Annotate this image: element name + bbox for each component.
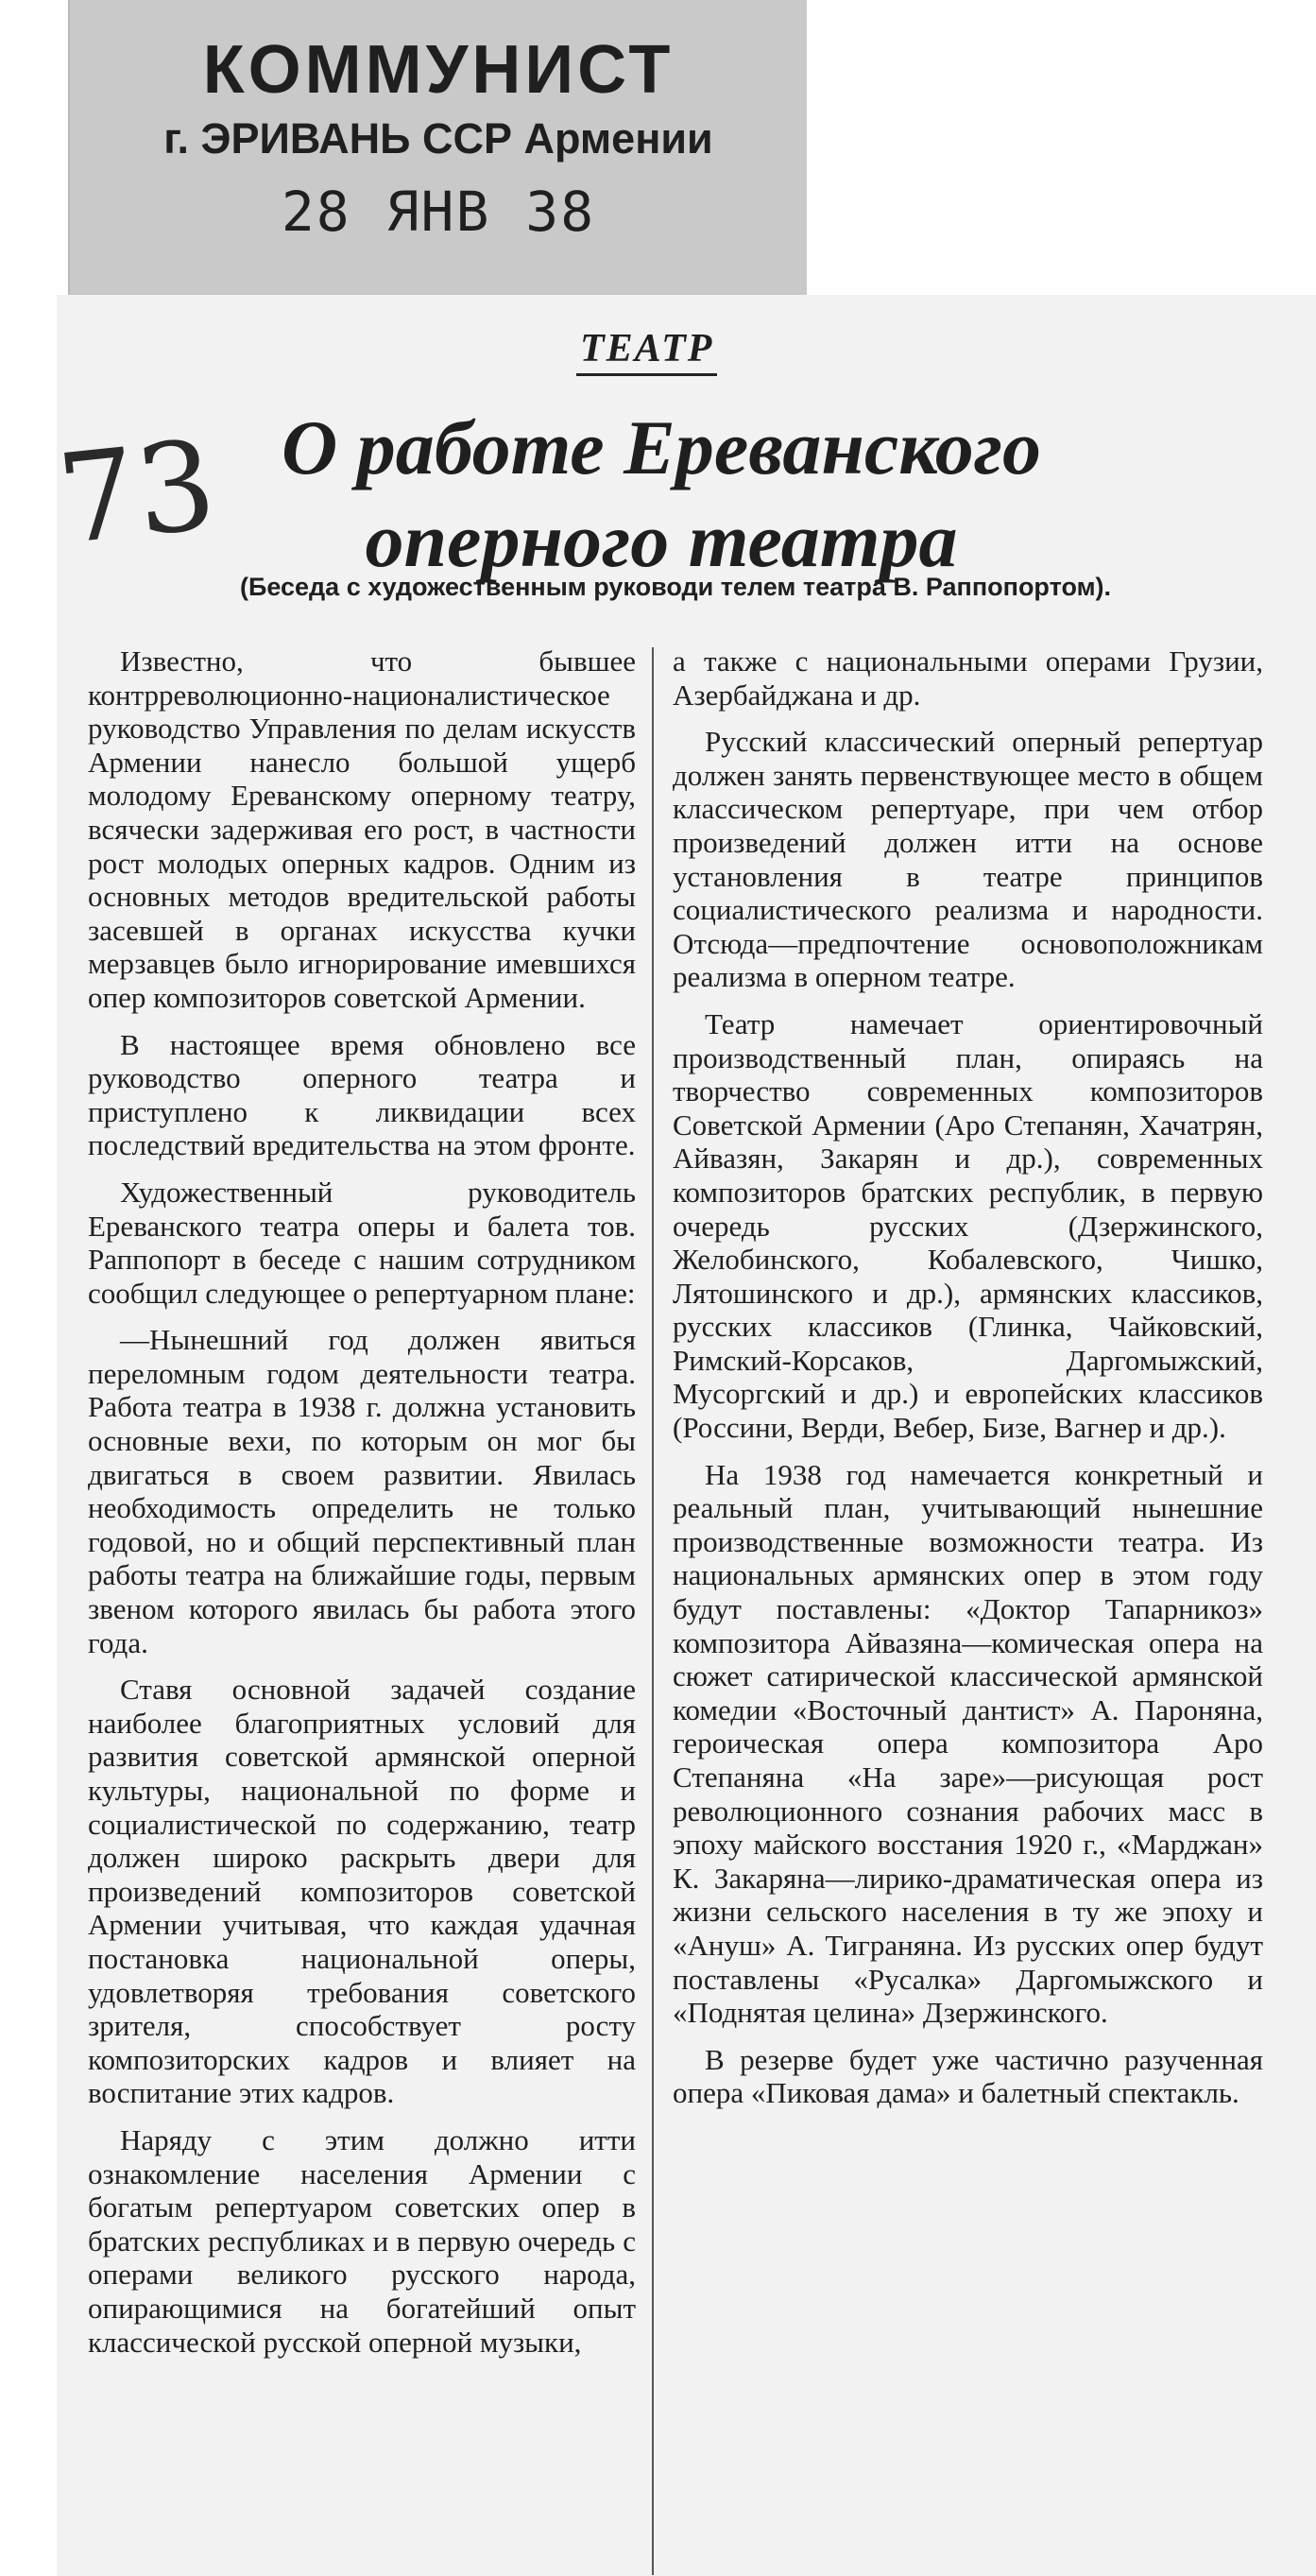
article-subtitle: (Беседа с художественным руководи телем театра В. Раппопортом). <box>239 573 1112 601</box>
paragraph: Ставя основной задачей создание наиболее благоприятных условий для развития советской армянской оперной культуры, национальной по форме и социалистической по содержанию, театр должен широко раскрыть двери для произведений композиторов советской Армении учитывая, что каждая удачная постановка национальной оперы, удовлетворяя требования советского зрителя, способствует росту композиторских кадров и влияет на воспитание этих кадров. <box>88 1673 636 2110</box>
paragraph: Наряду с этим должно итти ознакомление населения Армении с богатым репертуаром советских опер в братских республиках и в первую очередь с операми великого русского народа, опирающимися на богатейший опыт классической русской оперной музыки, <box>88 2122 636 2359</box>
paragraph: Художественный руководитель Ереванского театра оперы и балета тов. Раппопорт в беседе с нашим сотрудником сообщил следующее о репертуарном плане: <box>88 1175 636 1310</box>
article-title <box>189 402 1134 587</box>
paragraph: —Нынешний год должен явиться переломным годом деятельности театра. Работа театра в 1938 г. должна установить основные вехи, по которым он мог бы двигаться в своем развитии. Явилась необходимость определить не только годовой, но и общий перспективный план работы театра на ближайшие годы, первым звеном которого явилась бы работа этого года. <box>88 1323 636 1659</box>
newspaper-place: г. ЭРИВАНЬ ССР Армении <box>163 114 713 163</box>
paragraph: В резерве будет уже частично разученная опера «Пиковая дама» и балетный спектакль. <box>673 2042 1263 2110</box>
paragraph: а также с национальными операми Грузии, Азербайджана и др. <box>673 644 1263 712</box>
section-rubric: ТЕАТР <box>576 326 717 376</box>
paragraph: На 1938 год намечается конкретный и реальный план, учитывающий нынешние производственные возможности театра. Из национальных армянских опер в этом году будут поставлены: «Доктор Тапарникоз» композитора Айвазяна—комическая опера на сюжет сатирической классической армянской комедии «Восточный дантист» А. Пароняна, героическая опера композитора Аро Степаняна «На заре»—рисующая рост революционного сознания рабочих масс в эпоху майского восстания 1920 г., «Марджан» К. Закаряна—лирико-драматическая опера из жизни сельского населения в ту же эпоху и «Ануш» А. Тиграняна. Из русских опер будут поставлены «Русалка» Даргомыжского и «Поднятая целина» Дзержинского. <box>673 1457 1263 2030</box>
paragraph: Русский классический оперный репертуар должен занять первенствующее место в общем классическом репертуаре, при чем отбор произведений должен итти на основе установления в театре принципов социалистического реализма и народности. Отсюда—предпочтение основоположникам реализма в оперном театре. <box>673 725 1263 994</box>
handwritten-archive-number: 73 <box>51 412 222 573</box>
newspaper-name: КОММУНИСТ <box>202 32 675 108</box>
column-divider <box>652 647 654 2575</box>
right-column <box>673 644 1263 2123</box>
archive-stamp <box>68 0 807 317</box>
stamp-date: 28 ЯНВ 38 <box>281 180 596 244</box>
paragraph: Театр намечает ориентировочный производственный план, опираясь на творчество современных композиторов Советской Армении (Аро Степанян, Хачатрян, Айвазян, Закарян и др.), современных композиторов братских республик, в первую очередь русских (Дзержинского, Желобинского, Кобалевского, Чишко, Лятошинского и др.), армянских классиков, русских классиков (Глинка, Чайковский, Римский-Корсаков, Даргомыжский, Мусоргский и др.) и европейских классиков (Россини, Верди, Вебер, Бизе, Вагнер и др.). <box>673 1006 1263 1445</box>
title-line-2: оперного театра <box>365 497 958 583</box>
paragraph: В настоящее время обновлено все руководство оперного театра и приступлено к ликвидации всех последствий вредительства на этом фронте. <box>88 1027 636 1162</box>
paragraph: Известно, что бывшее контрреволюционно-националистическое руководство Управления по делам искусств Армении нанесло большой ущерб молодому Ереванскому оперному театру, всячески задерживая его рост, в частности рост молодых оперных кадров. Одним из основных методов вредительской работы засевшей в органах искусства кучки мерзавцев было игнорирование имевшихся опер композиторов советской Армении. <box>88 644 636 1014</box>
title-line-1: О работе Ереванского <box>282 404 1041 490</box>
left-column <box>88 644 636 2372</box>
